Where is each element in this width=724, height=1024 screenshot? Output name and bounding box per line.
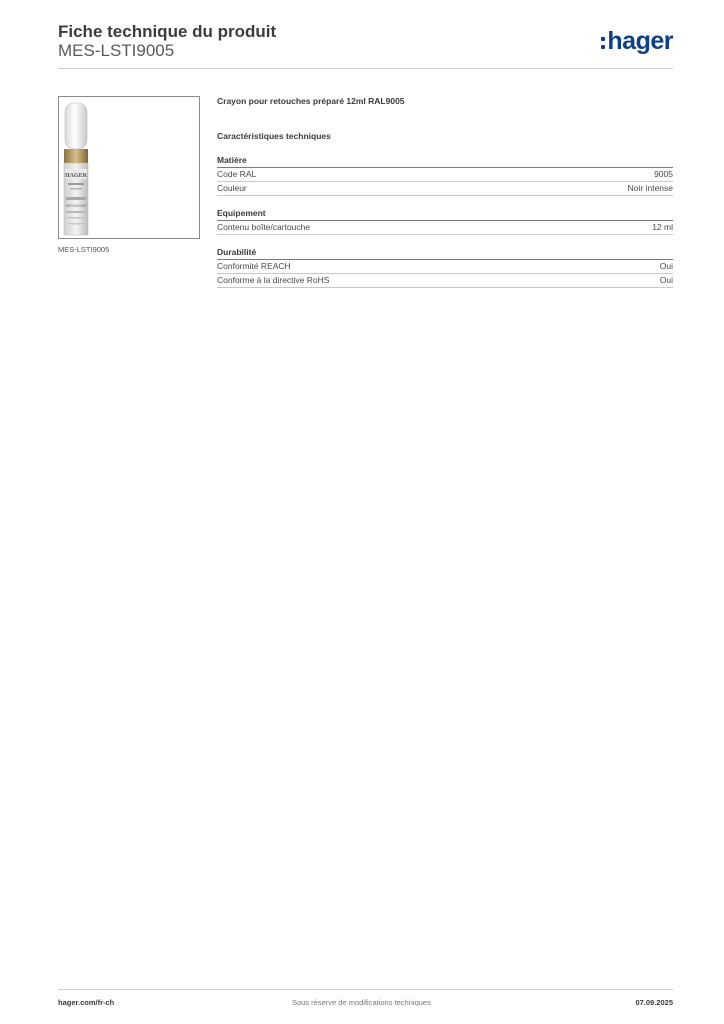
spec-label: Couleur: [217, 183, 247, 193]
spec-group-durability: [217, 247, 673, 288]
spec-row: [217, 182, 673, 196]
footer-date: 07.09.2025: [635, 998, 673, 1007]
spec-value: Noir intense: [627, 183, 673, 193]
page-footer: [58, 998, 673, 1010]
spec-row: [217, 274, 673, 288]
page-title: Fiche technique du produit: [58, 22, 277, 41]
specs-heading: Caractéristiques techniques: [217, 131, 331, 141]
hager-logo: [601, 28, 673, 54]
spec-group-title: Durabilité: [217, 247, 673, 260]
spec-value: Oui: [659, 275, 673, 285]
spec-group-title: Equipement: [217, 208, 673, 221]
page-header: [58, 20, 673, 68]
logo-text: hager: [607, 27, 673, 55]
spec-group-equipment: [217, 208, 673, 235]
product-image-frame: [58, 96, 200, 239]
spec-row: [217, 260, 673, 274]
footer-divider: [58, 989, 673, 990]
spec-label: Conforme à la directive RoHS: [217, 275, 330, 285]
footer-website-link[interactable]: hager.com/fr-ch: [58, 998, 115, 1007]
image-caption: MES-LSTI9005: [58, 245, 110, 254]
spec-label: Code RAL: [217, 169, 257, 179]
spec-row: [217, 221, 673, 235]
spec-value: Oui: [659, 261, 673, 271]
spec-label: Conformité REACH: [217, 261, 291, 271]
footer-disclaimer: Sous réserve de modifications techniques: [292, 998, 431, 1007]
spec-label: Contenu boîte/cartouche: [217, 222, 311, 232]
product-reference: MES-LSTI9005: [58, 41, 175, 60]
header-divider: [58, 68, 673, 69]
touch-up-paint-pen-image: [59, 97, 199, 238]
product-details: [217, 96, 673, 288]
product-name: Crayon pour retouches préparé 12ml RAL9005: [217, 96, 405, 106]
logo-colon-icon: [601, 37, 605, 49]
spec-group-material: [217, 155, 673, 196]
spec-value: 9005: [654, 169, 673, 179]
spec-value: 12 ml: [652, 222, 673, 232]
pen-label-top: HAGER: [64, 173, 88, 179]
pen-label-bottom: RETOUCHE: [65, 204, 87, 208]
spec-group-title: Matière: [217, 155, 673, 168]
spec-row: [217, 168, 673, 182]
